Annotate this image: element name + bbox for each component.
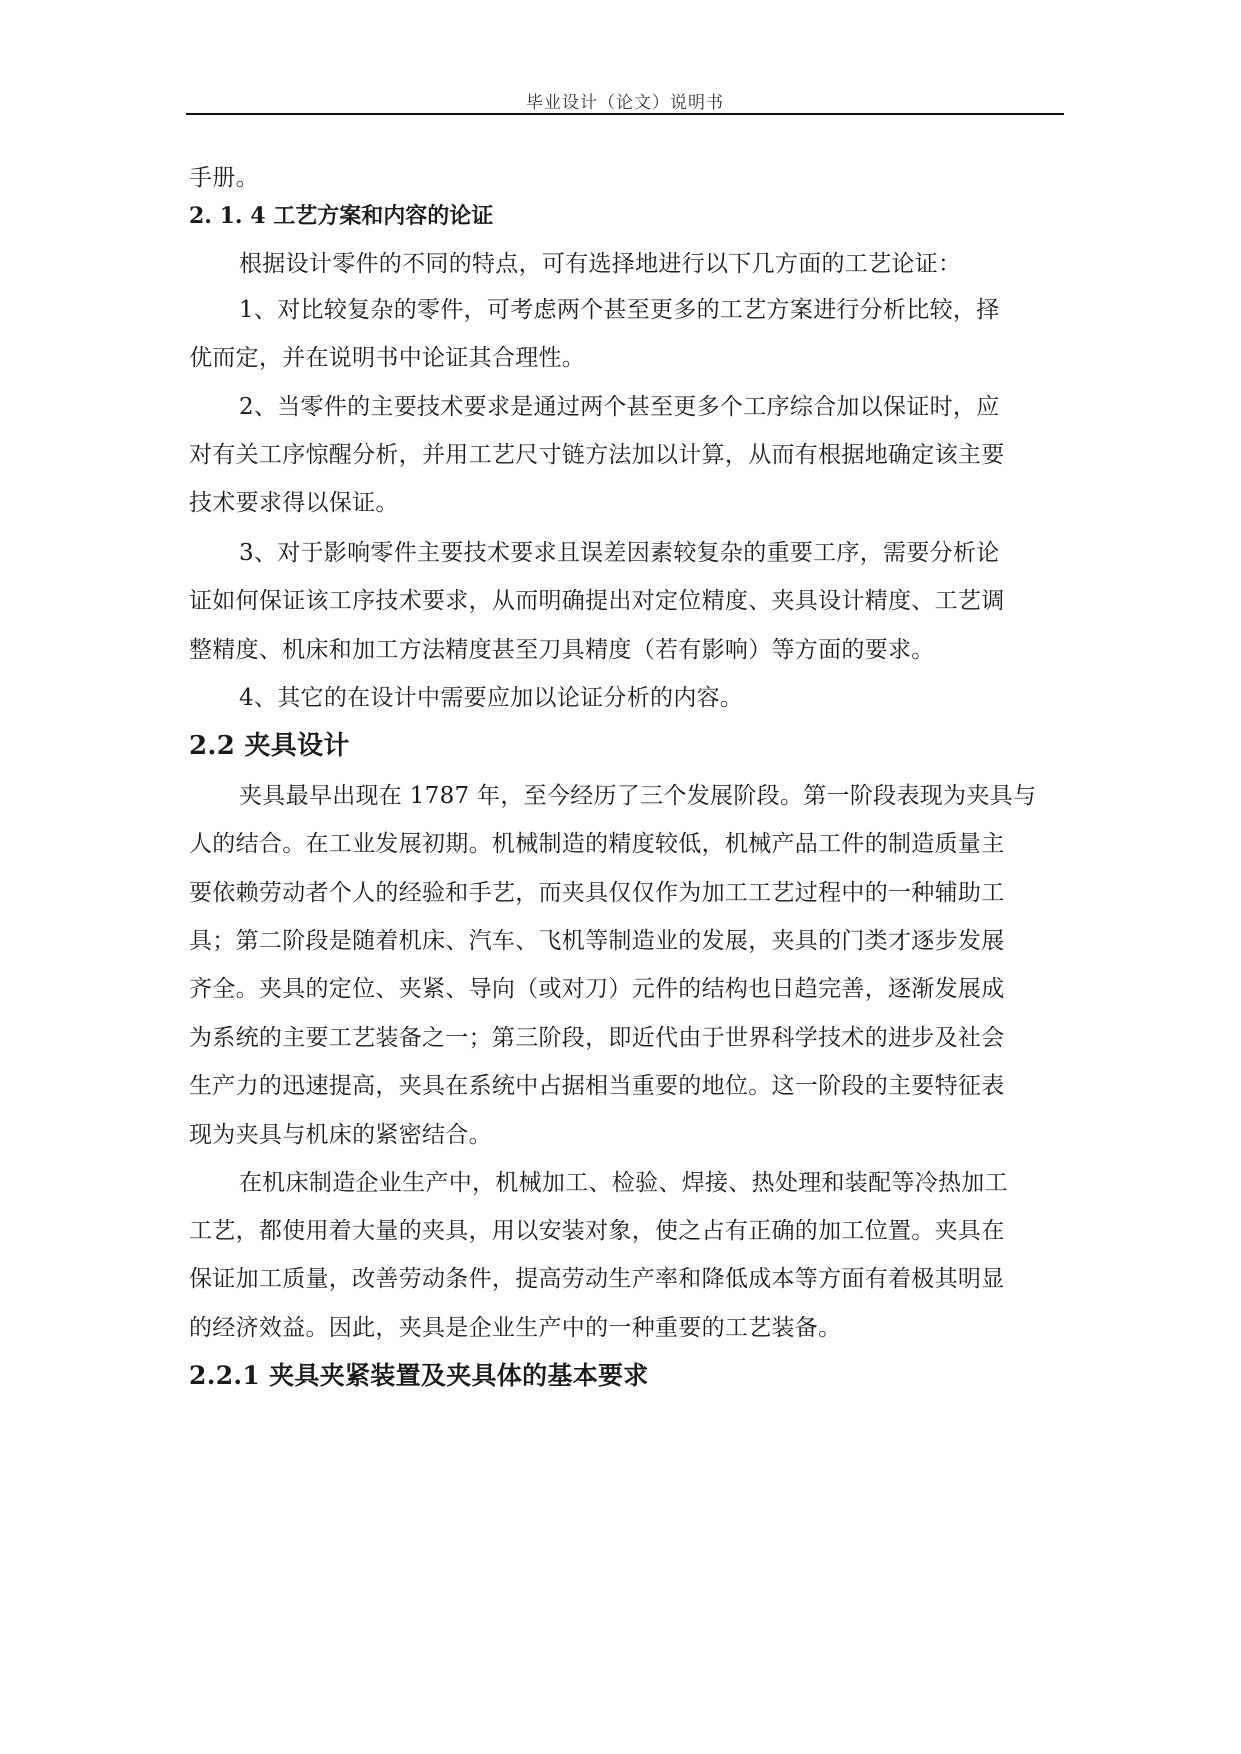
paragraph-line: 手册。 xyxy=(189,165,259,191)
header-rule xyxy=(186,113,1064,115)
paragraph-line: 优而定，并在说明书中论证其合理性。 xyxy=(189,345,586,371)
paragraph-line: 生产力的迅速提高，夹具在系统中占据相当重要的地位。这一阶段的主要特征表 xyxy=(189,1073,1005,1099)
paragraph-line: 3、对于影响零件主要技术要求且误差因素较复杂的重要工序，需要分析论 xyxy=(239,540,1000,566)
paragraph-line: 4、其它的在设计中需要应加以论证分析的内容。 xyxy=(239,685,744,711)
paragraph-line: 夹具最早出现在 1787 年，至今经历了三个发展阶段。第一阶段表现为夹具与 xyxy=(239,783,1037,809)
paragraph-line: 根据设计零件的不同的特点，可有选择地进行以下几方面的工艺论证： xyxy=(239,251,962,277)
paragraph-line: 保证加工质量，改善劳动条件，提高劳动生产率和降低成本等方面有着极其明显 xyxy=(189,1266,1005,1292)
paragraph-line: 现为夹具与机床的紧密结合。 xyxy=(189,1122,492,1148)
paragraph-line: 为系统的主要工艺装备之一；第三阶段，即近代由于世界科学技术的进步及社会 xyxy=(189,1025,1005,1051)
paragraph-line: 齐全。夹具的定位、夹紧、导向（或对刀）元件的结构也日趋完善，逐渐发展成 xyxy=(189,976,1005,1002)
paragraph-line: 对有关工序惊醒分析，并用工艺尺寸链方法加以计算，从而有根据地确定该主要 xyxy=(189,442,1005,468)
paragraph-line: 的经济效益。因此，夹具是企业生产中的一种重要的工艺装备。 xyxy=(189,1315,842,1341)
section-heading-2-2: 2.2 夹具设计 xyxy=(189,731,350,761)
paragraph-line: 1、对比较复杂的零件，可考虑两个甚至更多的工艺方案进行分析比较，择 xyxy=(239,297,1000,323)
paragraph-line: 人的结合。在工业发展初期。机械制造的精度较低，机械产品工件的制造质量主 xyxy=(189,831,1005,857)
paragraph-line: 在机床制造企业生产中，机械加工、检验、焊接、热处理和装配等冷热加工 xyxy=(239,1170,1008,1196)
paragraph-line: 具；第二阶段是随着机床、汽车、飞机等制造业的发展，夹具的门类才逐步发展 xyxy=(189,928,1005,954)
paragraph-line: 技术要求得以保证。 xyxy=(189,490,399,516)
paragraph-line: 工艺，都使用着大量的夹具，用以安装对象，使之占有正确的加工位置。夹具在 xyxy=(189,1218,1005,1244)
section-heading-2-1-4: 2. 1. 4 工艺方案和内容的论证 xyxy=(189,203,494,229)
paragraph-line: 整精度、机床和加工方法精度甚至刀具精度（若有影响）等方面的要求。 xyxy=(189,637,935,663)
page-header: 毕业设计（论文）说明书 xyxy=(526,93,724,113)
paragraph-line: 证如何保证该工序技术要求，从而明确提出对定位精度、夹具设计精度、工艺调 xyxy=(189,588,1005,614)
paragraph-line: 2、当零件的主要技术要求是通过两个甚至更多个工序综合加以保证时，应 xyxy=(239,394,1000,420)
paragraph-line: 要依赖劳动者个人的经验和手艺，而夹具仅仅作为加工工艺过程中的一种辅助工 xyxy=(189,880,1005,906)
section-heading-2-2-1: 2.2.1 夹具夹紧装置及夹具体的基本要求 xyxy=(189,1361,649,1390)
